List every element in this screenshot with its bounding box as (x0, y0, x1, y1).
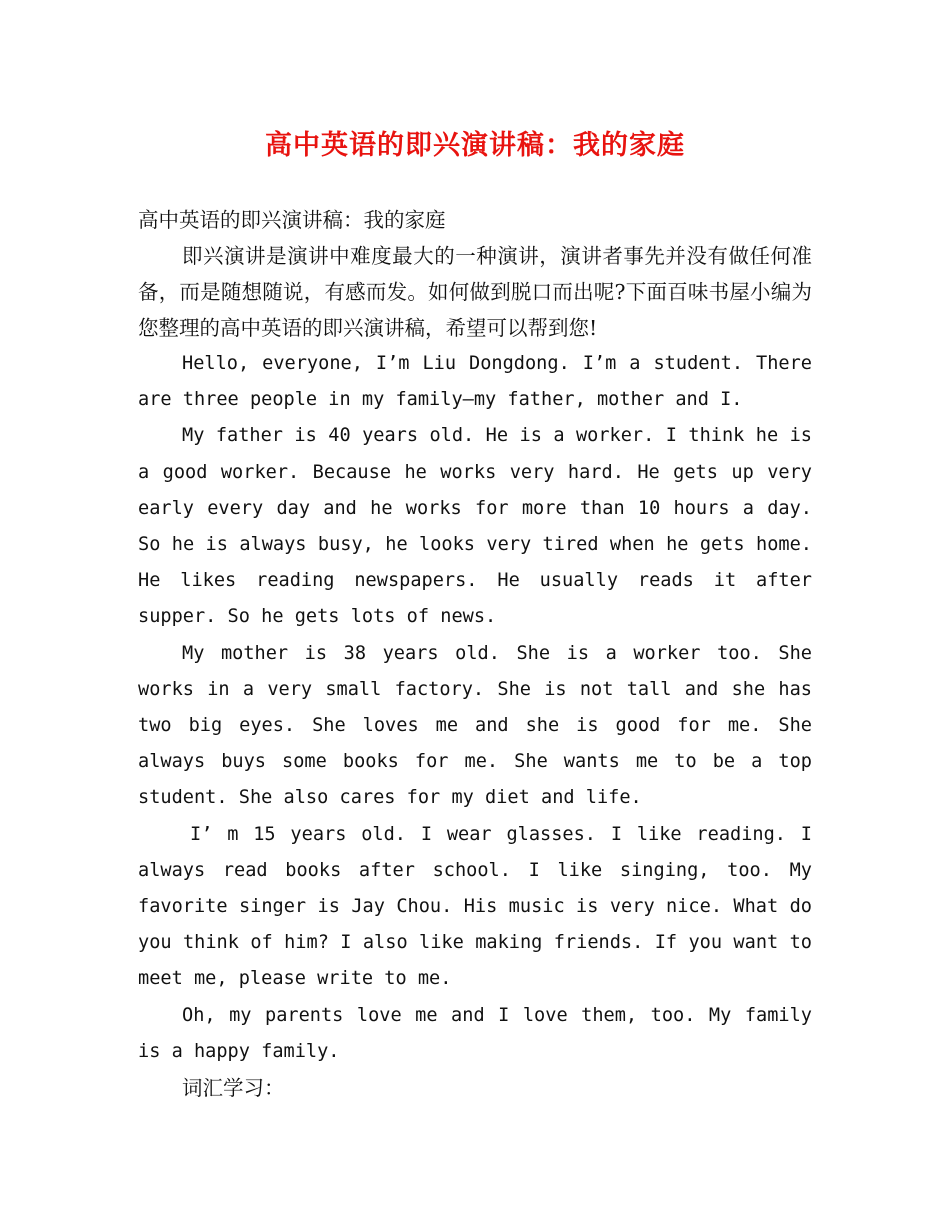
paragraph-self: I’ m 15 years old. I wear glasses. I like reading. I always read books after school. I like singing, too. My favorite singer is Jay Chou. His music is very nice. What do you think of him? I also like making friends. If you want to meet me, please write to me. (138, 823, 812, 990)
document-title: 高中英语的即兴演讲稿：我的家庭 (265, 130, 685, 161)
subtitle-line: 高中英语的即兴演讲稿：我的家庭 (138, 208, 446, 232)
vocab-heading: 词汇学习： (182, 1076, 285, 1101)
paragraph-greeting: Hello, everyone, I’m Liu Dongdong. I’m a student. There are three people in my family—my father, mother and I. (138, 353, 812, 411)
document-body (138, 202, 812, 1106)
paragraph-closing: Oh, my parents love me and I love them, too. My family is a happy family. (138, 1004, 812, 1062)
intro-paragraph: 即兴演讲是演讲中难度最大的一种演讲，演讲者事先并没有做任何准备，而是随想随说，有感而发。如何做到脱口而出呢?下面百味书屋小编为您整理的高中英语的即兴演讲稿，希望可以帮到您! (138, 244, 812, 340)
paragraph-mother: My mother is 38 years old. She is a worker too. She works in a very small factory. She is not tall and she has two big eyes. She loves me and she is good for me. She always buys some books for me. She wants me to be a top student. She also cares for my diet and life. (138, 642, 812, 809)
paragraph-father: My father is 40 years old. He is a worker. I think he is a good worker. Because he works very hard. He gets up very early every day and he works for more than 10 hours a day. So he is always busy, he looks very tired when he gets home. He likes reading newspapers. He usually reads it after supper. So he gets lots of news. (138, 425, 812, 628)
